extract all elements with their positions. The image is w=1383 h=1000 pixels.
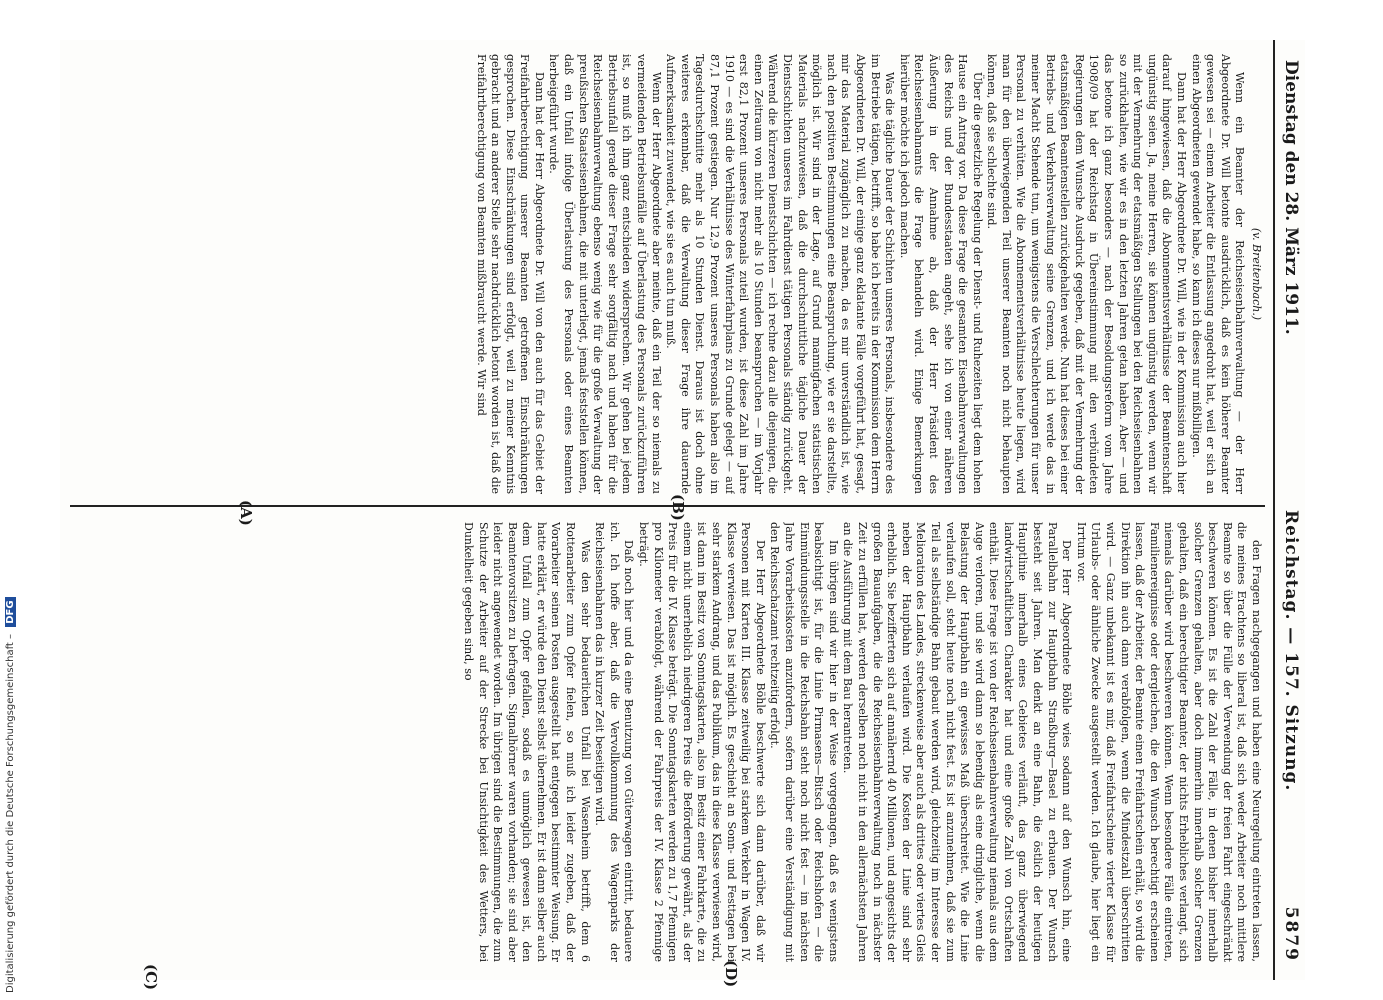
header-session: Reichstag. — 157. Sitzung. (1281, 510, 1301, 792)
paragraph: Wenn der Herr Abgeordnete aber meinte, daß ein Teil der so niemals zu vermeidenden Betriebsunfälle auf Überlastung des Personals zurückzuführen ist, so muß ich ihm ganz entschieden widersprechen. Wir gehen bei jedem Betriebsunfall gerade dieser Frage sehr sorgfältig nach und haben für die Reichseisenbahnverwaltung ebenso wenig wie für die große Verwaltung der preußischen Staatseisenbahnen, die mit unterliegt, jemals feststellen können, daß ein Unfall infolge Überlastung des Personals oder eines Beamten herbeigeführt wurde. (547, 54, 663, 494)
paragraph: Was die tägliche Dauer der Schichten unseres Personals, insbesondere des im Betriebe tätigen, betrifft, so habe ich bereits in der Kommission dem Herrn Abgeordneten Dr. Will, der einige ganz eklatante Fälle vorgeführt hat, gesagt, mir das Material zugänglich zu machen, da es mir unverständlich ist, wie nach den positiven Bestimmungen eine Beanspruchung, wie er sie darstellte, möglich ist. Wir sind in der Lage, auf Grund mannigfachen statistischen Materials nachzuweisen, daß die durchschnittliche tägliche Dauer der Dienstschichten unseres im Fahrdienst tätigen Personals ständig zurückgeht. Während die kürzeren Dienstschichten — ich rechne dazu alle diejenigen, die einen Zeitraum von nicht mehr als 10 Stunden beanspruchen — im Vorjahr erst 82,1 Prozent unseres Personals zuteil wurden, ist diese Zahl im Jahre 1910 — es sind die Verhältnisse des Winterfahrplans zu Grunde gelegt — auf 87,1 Prozent gestiegen. Nur 12,9 Prozent unseres Personals haben also im Tagesdurchschnitte mehr als 10 Stunden Dienst. Daraus ist doch ohne weiteres erkennbar, daß die Verwaltung dieser Frage ihre dauernde Aufmerksamkeit zuwendet, wie sie es auch tun muß. (664, 54, 897, 494)
margin-mark-b: (B) (669, 494, 687, 521)
paragraph: Daß noch hier und da eine Benutzung von Güterwagen eintritt, bedauere ich. Ich hoffe aber, daß die Vervollkommnung des Wagenparks der Reichseisenbahnen das in kurzer Zeit beseitigen wird. (593, 522, 636, 962)
paragraph: den Fragen nachgegangen und haben eine Neuregelung eintreten lassen, die meines Erachtens so liberal ist, daß sich weder Arbeiter noch mittlere Beamte so über die Fülle der Verwendung der freien Fahrt eingeschränkt beschweren können. Es ist die Zahl der Fälle, in denen bisher innerhalb solcher Grenzen gehalten, aber doch immerhin innerhalb solcher Grenzen gehalten, daß ein berechtigter Beamter, der nichts Erhebliches verlangt, sich niemals darüber wird beschweren können. Wenn besondere Fälle eintreten, Familienereignisse oder dergleichen, die den Wunsch berechtigt erscheinen lassen, daß der Arbeiter, der Beamte einen Freifahrtschein erhält, so wird die Direktion ihn auch dann verabfolgen, wenn die Mindestzahl überschritten wird. — Ganz unbekannt ist es mir, daß Freifahrtscheine vierter Klasse für Urlaubs- oder ähnliche Zwecke ausgestellt werden. Ich glaube, hier liegt ein Irrtum vor. (1074, 522, 1263, 962)
margin-mark-a: (A) (237, 500, 255, 526)
margin-mark-c: (C) (142, 964, 160, 991)
digitization-credit (5, 593, 16, 993)
paragraph: Dann hat der Herr Abgeordnete Dr. Will, wie in der Kommission auch hier darauf hingewiesen, daß die Abonnementsverhältnisse der Beamtenschaft ungünstig seien. Ja, meine Herren, sie können ungünstig werden, wenn wir mit der Vermehrung der etatsmäßigen Stellungen bei den Reichseisenbahnen so zurückhalten, wie wir es in den letzten Jahren getan haben. Aber — und das betone ich ganz besonders — nach der Besoldungsreform vom Jahre 1908/09 hat der Reichstag in Übereinstimmung mit den verbündeten Regierungen dem Wunsche Ausdruck gegeben, daß mit der Vermehrung der etatsmäßigen Beamtenstellen zurückgehalten werde. Nun hat dieses bei einer Betriebs- und Verkehrsverwaltung seine Grenzen, und ich werde das in meiner Macht Stehende tun, um wenigstens die Verschlechterungen für unser Personal zu verhüten. Wie die Abonnementsverhältnisse heute liegen, wird man für den überwiegenden Teil unserer Beamten noch nicht behaupten können, daß sie schlechte sind. (985, 54, 1189, 494)
paragraph: Wenn ein Beamter der Reichseisenbahnverwaltung — der Herr Abgeordnete Dr. Will betonte ausdrücklich, daß es kein höherer Beamter gewesen sei — einem Arbeiter die Entlassung angedroht hat, weil er sich an einen Abgeordneten gewendet habe, so kann ich dieses nur mißbilligen. (1189, 54, 1247, 494)
header-page-number: 5879 (1281, 906, 1301, 962)
paragraph: Dann hat der Herr Abgeordnete Dr. Will von den auch für das Gebiet der Freifahrtberechtigung unserer Beamten getroffenen Einschränkungen gesprochen. Diese Einschränkungen sind erfolgt, weil zu meiner Kenntnis gebracht und an anderer Stelle sehr nachdrücklich betont worden ist, daß die Freifahrtberechtigung von Beamten mißbraucht werde. Wir sind (474, 54, 546, 494)
margin-mark-d: (D) (722, 960, 740, 988)
paragraph: Der Herr Abgeordnete Böhle beschwerte sich dann darüber, daß wir Personen mit Karten III. Klasse zeitweilig bei starkem Verkehr in Wagen IV. Klasse verwiesen. Das ist möglich. Es geschieht an Sonn- und Festtagen bei sehr starkem Andrang, und das Publikum, das in diese Klasse verwiesen wird, ist dann im Besitz von Sonntagskarten, also im Besitz einer Fahrkarte, die zu einem nicht unerheblich niedrigeren Preis die Beförderung gewährt, als der Preis für die IV. Klasse beträgt. Die Sonntagskarten werden zu 1,7 Pfennigen pro Kilometer verabfolgt, während der Fahrpreis der IV. Klasse 2 Pfennige beträgt. (637, 522, 767, 962)
right-column (68, 522, 1263, 962)
left-column (68, 54, 1263, 494)
document-page (60, 40, 1305, 991)
paragraph: Der Herr Abgeordnete Böhle wies sodann auf den Wunsch hin, eine Parallelbahn zur Hauptbahn Straßburg—Basel zu erbauen. Der Wunsch besteht seit Jahren. Man denkt an eine Bahn, die östlich der heutigen Hauptlinie innerhalb eines Gebietes verläuft, das ganz überwiegend landwirtschaftlichen Charakter hat und eine große Zahl von Ortschaften enthält. Diese Frage ist von der Reichseisenbahnverwaltung niemals aus dem Auge verloren, und sie wird dann so lebendig als eine dringliche, wenn die Belastung der Hauptbahn ein gewisses Maß überschreitet. Wie die Linie verlaufen soll, steht heute noch nicht fest. Es ist anzunehmen, daß sie zum Teil als selbständige Bahn gebaut werden wird, gleichzeitig im Interesse der Melioration des Landes, streckenweise aber auch als drittes oder viertes Gleis neben der Hauptbahn verlaufen wird. Die Kosten der Linie sind sehr erheblich. Sie bezifferten sich auf annähernd 40 Millionen, und angesichts der großen Bauaufgaben, die die Reichseisenbahnverwaltung noch in nächster Zeit zu erfüllen hat, werden derselben noch nicht in den allernächsten Jahren an die Ausführung mit dem Bau herantreten. (841, 522, 1074, 962)
page-header (1273, 40, 1305, 980)
credit-text: Digitalisierung gefördert durch die Deutsche Forschungsgemeinschaft – (5, 633, 16, 993)
header-date: Dienstag den 28. März 1911. (1281, 60, 1301, 335)
dfg-logo-icon: DFG (5, 597, 16, 626)
paragraph: Was den sehr bedauerlichen Unfall bei Wasenheim betrifft, dem 6 Rottenarbeiter zum Opfer fielen, so muß ich leider zugeben, daß der Vorarbeiter seinen Posten ausgestellt hat entgegen bestimmter Weisung. Er hatte erklärt, er würde den Dienst selbst übernehmen. Er ist dann selber auch dem Unfall zum Opfer gefallen, sodaß es unmöglich gewesen ist, den Beamtenvorsitzen zu befragen. Signalhörner waren vorhanden; sie sind aber leider nicht angewendet worden. Im übrigen sind die Bestimmungen, die zum Schutze der Arbeiter auf der Strecke bei Unsichtigkeit des Wetters, bei Dunkelheit gegeben sind, so (461, 522, 592, 962)
paragraph: Über die gesetzliche Regelung der Dienst- und Ruhezeiten liegt dem hohen Hause ein Antrag vor. Da diese Frage die gesamten Eisenbahnverwaltungen des Reichs und der Bundesstaaten angeht, sehe ich von einer näheren Äußerung in der Annahme ab, daß der Herr Präsident des Reichseisenbahnamts die Frage behandeln wird. Einige Bemerkungen hierüber möchte ich jedoch machen. (897, 54, 984, 494)
speaker-attribution: (v. Breitenbach.) (1250, 227, 1263, 321)
paragraph: Im übrigen sind wir hier in der Weise vorgegangen, daß es wenigstens beabsichtigt ist, für die Linie Pirmasens—Bitsch oder Reichshofen — die Einmündungsstelle in die Reichsbahn steht noch nicht fest — im nächsten Jahre Vorarbeitskosten anzufordern, sofern darüber eine Verständigung mit den Reichsschatzamt rechtzeitig erfolgt. (768, 522, 840, 962)
